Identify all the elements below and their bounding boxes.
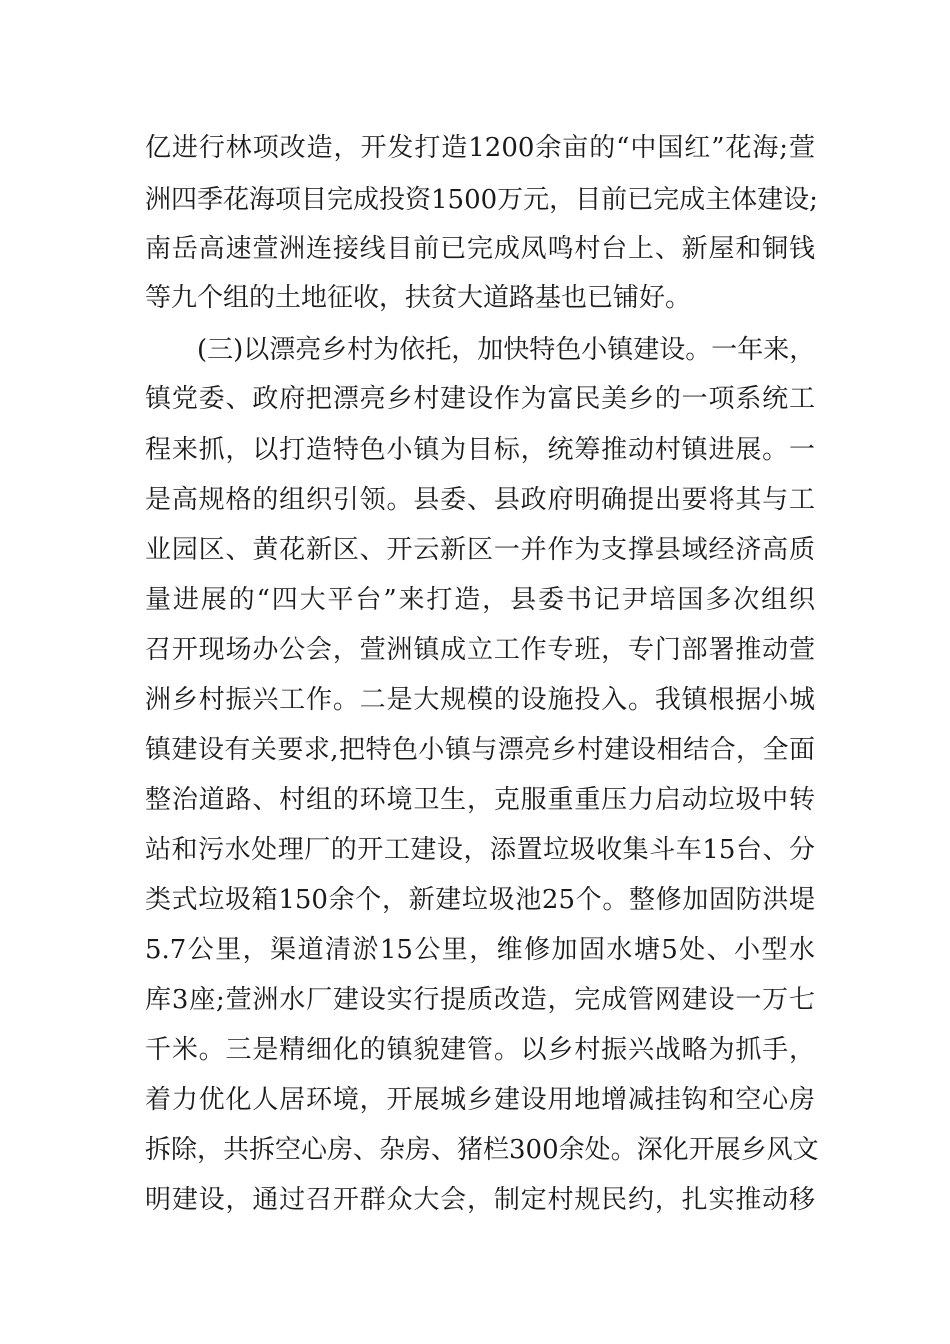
text-line: 着力优化人居环境，开展城乡建设用地增减挂钩和空心房: [145, 1085, 815, 1115]
text-line: 亿进行林项改造，开发打造1200余亩的“中国红”花海;萱: [145, 133, 815, 163]
text-line: 洲四季花海项目完成投资1500万元，目前已完成主体建设;: [145, 185, 818, 215]
text-line: 是高规格的组织引领。县委、县政府明确提出要将其与工: [145, 485, 815, 515]
text-line: 拆除，共拆空心房、杂房、猪栏300余处。深化开展乡风文: [145, 1135, 819, 1165]
text-line: 镇建设有关要求,把特色小镇与漂亮乡村建设相结合，全面: [145, 735, 815, 765]
text-line: 库3座;萱洲水厂建设实行提质改造，完成管网建设一万七: [145, 985, 815, 1015]
text-line: 量进展的“四大平台”来打造，县委书记尹培国多次组织: [145, 585, 815, 615]
text-line: 等九个组的土地征收，扶贫大道路基也已铺好。: [145, 283, 692, 313]
text-line: 洲乡村振兴工作。二是大规模的设施投入。我镇根据小城: [145, 685, 815, 715]
text-line: 程来抓，以打造特色小镇为目标，统筹推动村镇进展。一: [145, 435, 815, 465]
text-line: 类式垃圾箱150余个，新建垃圾池25个。整修加固防洪堤: [145, 885, 815, 915]
text-line: 千米。三是精细化的镇貌建管。以乡村振兴战略为抓手，: [145, 1035, 815, 1065]
text-line: 整治道路、村组的环境卫生，克服重重压力启动垃圾中转: [145, 785, 815, 815]
text-line: 明建设，通过召开群众大会，制定村规民约，扎实推动移: [145, 1185, 815, 1215]
text-line: 南岳高速萱洲连接线目前已完成凤鸣村台上、新屋和铜钱: [145, 234, 815, 264]
text-line: 召开现场办公会，萱洲镇成立工作专班，专门部署推动萱: [145, 635, 815, 665]
paragraph-heading-line: (三)以漂亮乡村为依托，加快特色小镇建设。一年来，: [197, 335, 816, 365]
text-line: 镇党委、政府把漂亮乡村建设作为富民美乡的一项系统工: [145, 384, 815, 414]
text-line: 业园区、黄花新区、开云新区一并作为支撑县域经济高质: [145, 535, 815, 565]
text-line: 5.7公里，渠道清淤15公里，维修加固水塘5处、小型水: [145, 935, 815, 965]
text-line: 站和污水处理厂的开工建设，添置垃圾收集斗车15台、分: [145, 835, 815, 865]
